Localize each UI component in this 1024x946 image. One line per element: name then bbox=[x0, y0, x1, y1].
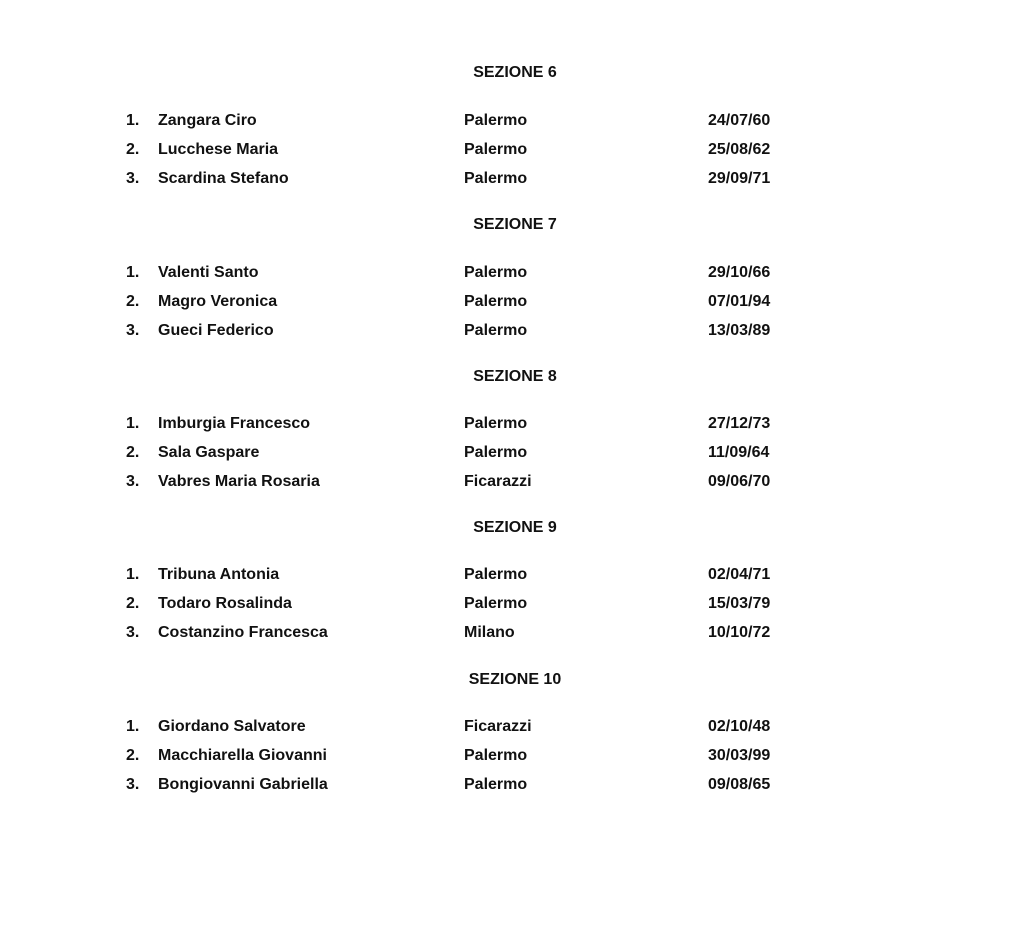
table-row bbox=[0, 595, 1024, 617]
table-row bbox=[0, 473, 1024, 495]
birth-city: Palermo bbox=[464, 322, 528, 339]
section-title: SEZIONE 10 bbox=[468, 671, 562, 688]
person-name: Todaro Rosalinda bbox=[158, 595, 292, 612]
birth-date: 11/09/64 bbox=[708, 444, 770, 461]
table-row bbox=[0, 322, 1024, 344]
birth-date: 27/12/73 bbox=[708, 415, 771, 432]
row-number: 2. bbox=[126, 444, 140, 461]
birth-city: Palermo bbox=[464, 747, 528, 764]
birth-city: Palermo bbox=[464, 112, 528, 129]
section-title: SEZIONE 9 bbox=[473, 519, 557, 536]
row-number: 1. bbox=[126, 566, 140, 583]
person-name: Bongiovanni Gabriella bbox=[158, 776, 328, 793]
person-name: Gueci Federico bbox=[158, 322, 274, 339]
table-row bbox=[0, 112, 1024, 134]
row-number: 3. bbox=[126, 322, 140, 339]
person-name: Tribuna Antonia bbox=[158, 566, 280, 583]
birth-city: Ficarazzi bbox=[464, 473, 532, 490]
table-row bbox=[0, 415, 1024, 437]
row-number: 1. bbox=[126, 415, 140, 432]
person-name: Costanzino Francesca bbox=[158, 624, 328, 641]
person-name: Sala Gaspare bbox=[158, 444, 260, 461]
table-row bbox=[0, 444, 1024, 466]
table-row bbox=[0, 624, 1024, 646]
row-number: 3. bbox=[126, 776, 140, 793]
person-name: Giordano Salvatore bbox=[158, 718, 306, 735]
birth-date: 24/07/60 bbox=[708, 112, 771, 129]
row-number: 2. bbox=[126, 293, 140, 310]
person-name: Macchiarella Giovanni bbox=[158, 747, 327, 764]
birth-date: 09/06/70 bbox=[708, 473, 771, 490]
row-number: 1. bbox=[126, 718, 140, 735]
row-number: 1. bbox=[126, 264, 140, 281]
birth-city: Palermo bbox=[464, 415, 528, 432]
table-row bbox=[0, 264, 1024, 286]
table-row bbox=[0, 141, 1024, 163]
birth-date: 02/10/48 bbox=[708, 718, 771, 735]
person-name: Magro Veronica bbox=[158, 293, 278, 310]
person-name: Scardina Stefano bbox=[158, 170, 289, 187]
birth-date: 13/03/89 bbox=[708, 322, 771, 339]
person-name: Valenti Santo bbox=[158, 264, 259, 281]
birth-date: 30/03/99 bbox=[708, 747, 771, 764]
table-row bbox=[0, 170, 1024, 192]
birth-date: 29/09/71 bbox=[708, 170, 771, 187]
row-number: 2. bbox=[126, 141, 140, 158]
birth-city: Palermo bbox=[464, 595, 528, 612]
person-name: Lucchese Maria bbox=[158, 141, 279, 158]
birth-city: Milano bbox=[464, 624, 515, 641]
birth-city: Palermo bbox=[464, 141, 528, 158]
birth-city: Palermo bbox=[464, 293, 528, 310]
person-name: Imburgia Francesco bbox=[158, 415, 311, 432]
row-number: 2. bbox=[126, 595, 140, 612]
birth-date: 15/03/79 bbox=[708, 595, 771, 612]
row-number: 3. bbox=[126, 473, 140, 490]
row-number: 1. bbox=[126, 112, 140, 129]
person-name: Zangara Ciro bbox=[158, 112, 257, 129]
birth-date: 09/08/65 bbox=[708, 776, 771, 793]
section-title: SEZIONE 6 bbox=[473, 64, 557, 81]
table-row bbox=[0, 776, 1024, 798]
table-row bbox=[0, 718, 1024, 740]
birth-city: Palermo bbox=[464, 170, 528, 187]
birth-city: Ficarazzi bbox=[464, 718, 532, 735]
row-number: 2. bbox=[126, 747, 140, 764]
table-row bbox=[0, 566, 1024, 588]
birth-city: Palermo bbox=[464, 444, 528, 461]
section-title: SEZIONE 7 bbox=[473, 216, 557, 233]
birth-date: 25/08/62 bbox=[708, 141, 771, 158]
row-number: 3. bbox=[126, 170, 140, 187]
birth-city: Palermo bbox=[464, 264, 528, 281]
birth-date: 07/01/94 bbox=[708, 293, 771, 310]
birth-date: 10/10/72 bbox=[708, 624, 771, 641]
table-row bbox=[0, 747, 1024, 769]
table-row bbox=[0, 293, 1024, 315]
birth-city: Palermo bbox=[464, 776, 528, 793]
birth-city: Palermo bbox=[464, 566, 528, 583]
birth-date: 02/04/71 bbox=[708, 566, 771, 583]
birth-date: 29/10/66 bbox=[708, 264, 771, 281]
section-title: SEZIONE 8 bbox=[473, 368, 557, 385]
row-number: 3. bbox=[126, 624, 140, 641]
person-name: Vabres Maria Rosaria bbox=[158, 473, 320, 490]
